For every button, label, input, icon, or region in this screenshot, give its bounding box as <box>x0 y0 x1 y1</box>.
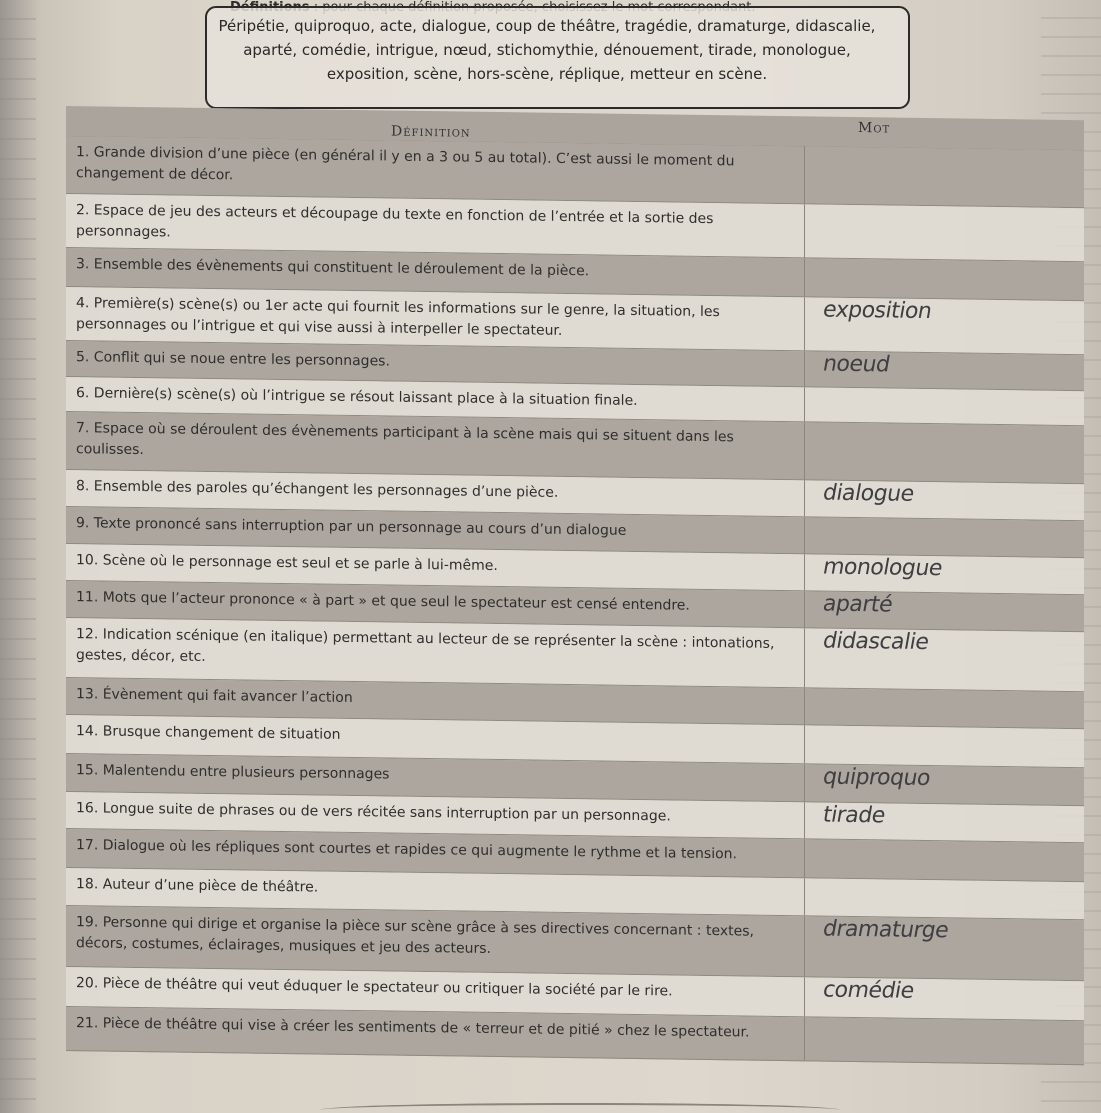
definition-text: 14. Brusque changement de situation <box>76 723 341 743</box>
answer-cell[interactable] <box>804 725 1085 767</box>
answer-cell[interactable] <box>804 1017 1085 1064</box>
word-bank-text: Péripétie, quiproquo, acte, dialogue, coup de théâtre, tragédie, dramaturge, didascalie, aparté, comédie, intrigue, nœud, stichomythie, dénouement, tirade, monologue, exposition, scène, hors-scène, réplique, metteur en scène. <box>218 17 876 83</box>
handwritten-answer: comédie <box>820 977 916 1004</box>
answer-cell[interactable] <box>804 916 1085 980</box>
handwritten-answer: dialogue <box>820 480 916 507</box>
definition-text: 13. Évènement qui fait avancer l’action <box>76 686 353 707</box>
answer-cell[interactable] <box>804 258 1085 300</box>
answer-cell[interactable] <box>804 480 1085 520</box>
answer-cell[interactable] <box>804 422 1085 483</box>
definition-text: 1. Grande division d’une pièce (en général il y en a 3 ou 5 au total). C’est aussi le moment du changement de décor. <box>76 144 735 184</box>
word-column-header: Mot <box>858 120 891 137</box>
cut-off-handwriting <box>320 1103 840 1113</box>
definition-text: 17. Dialogue où les répliques sont courtes et rapides ce qui augmente le rythme et la tension. <box>76 837 737 863</box>
answer-cell[interactable] <box>804 517 1085 557</box>
definition-text: 20. Pièce de théâtre qui veut éduquer le spectateur ou critiquer la société par le rire. <box>76 975 673 1000</box>
answer-cell[interactable] <box>804 387 1085 425</box>
answer-cell[interactable] <box>804 977 1085 1020</box>
answer-cell[interactable] <box>804 802 1085 842</box>
definition-text: 4. Première(s) scène(s) ou 1er acte qui fournit les informations sur le genre, la situation, les personnages ou l’intrigue et qui vise aussi à interpeller le spectateur. <box>76 295 720 339</box>
definition-text: 9. Texte prononcé sans interruption par un personnage au cours d’un dialogue <box>76 515 627 539</box>
handwritten-answer: dramaturge <box>820 916 951 944</box>
handwritten-answer: monologue <box>820 554 945 582</box>
definition-text: 15. Malentendu entre plusieurs personnages <box>76 762 390 783</box>
handwritten-answer: tirade <box>820 802 888 829</box>
definition-text: 11. Mots que l’acteur prononce « à part » et que seul le spectateur est censé entendre. <box>76 589 690 614</box>
answer-cell[interactable] <box>804 146 1085 207</box>
answer-cell[interactable] <box>804 554 1085 594</box>
answer-cell[interactable] <box>804 351 1085 390</box>
answer-cell[interactable] <box>804 839 1085 881</box>
definitions-table <box>66 106 1084 1113</box>
definition-text: 8. Ensemble des paroles qu’échangent les personnages d’une pièce. <box>76 478 559 501</box>
answer-cell[interactable] <box>804 878 1085 919</box>
definition-text: 6. Dernière(s) scène(s) où l’intrigue se résout laissant place à la situation finale. <box>76 385 638 409</box>
definition-text: 18. Auteur d’une pièce de théâtre. <box>76 876 319 896</box>
definition-text: 3. Ensemble des évènements qui constituent le déroulement de la pièce. <box>76 256 590 280</box>
handwritten-answer: quiproquo <box>820 764 933 792</box>
definition-text: 21. Pièce de théâtre qui vise à créer les sentiments de « terreur et de pitié » chez le spectateur. <box>76 1015 750 1041</box>
answer-cell[interactable] <box>804 297 1085 354</box>
notebook-left-lines <box>0 0 36 1113</box>
answer-cell[interactable] <box>804 628 1085 691</box>
handwritten-answer: noeud <box>820 351 892 378</box>
definition-text: 10. Scène où le personnage est seul et se parle à lui-même. <box>76 552 498 575</box>
definition-text: 2. Espace de jeu des acteurs et découpage du texte en fonction de l’entrée et la sortie des personnages. <box>76 202 714 241</box>
handwritten-answer: aparté <box>820 591 895 618</box>
answer-cell[interactable] <box>804 591 1085 631</box>
definition-text: 5. Conflit qui se noue entre les personnages. <box>76 349 390 370</box>
definition-text: 19. Personne qui dirige et organise la pièce sur scène grâce à ses directives concernant : textes, décors, costumes, éclairages, musiques et jeu des acteurs. <box>76 914 754 957</box>
handwritten-answer: didascalie <box>820 628 931 656</box>
answer-cell[interactable] <box>804 204 1085 261</box>
definition-text: 12. Indication scénique (en italique) permettant au lecteur de se représenter la scène : intonations, gestes, décor, etc. <box>76 626 775 665</box>
answer-cell[interactable] <box>804 688 1085 728</box>
answer-cell[interactable] <box>804 764 1085 805</box>
word-bank-box <box>205 6 910 109</box>
definition-column-header: Définition <box>391 123 471 141</box>
definition-text: 16. Longue suite de phrases ou de vers récitée sans interruption par un personnage. <box>76 800 671 825</box>
handwritten-answer: exposition <box>820 297 934 325</box>
definition-text: 7. Espace où se déroulent des évènements participant à la scène mais qui se situent dans les coulisses. <box>76 420 734 459</box>
